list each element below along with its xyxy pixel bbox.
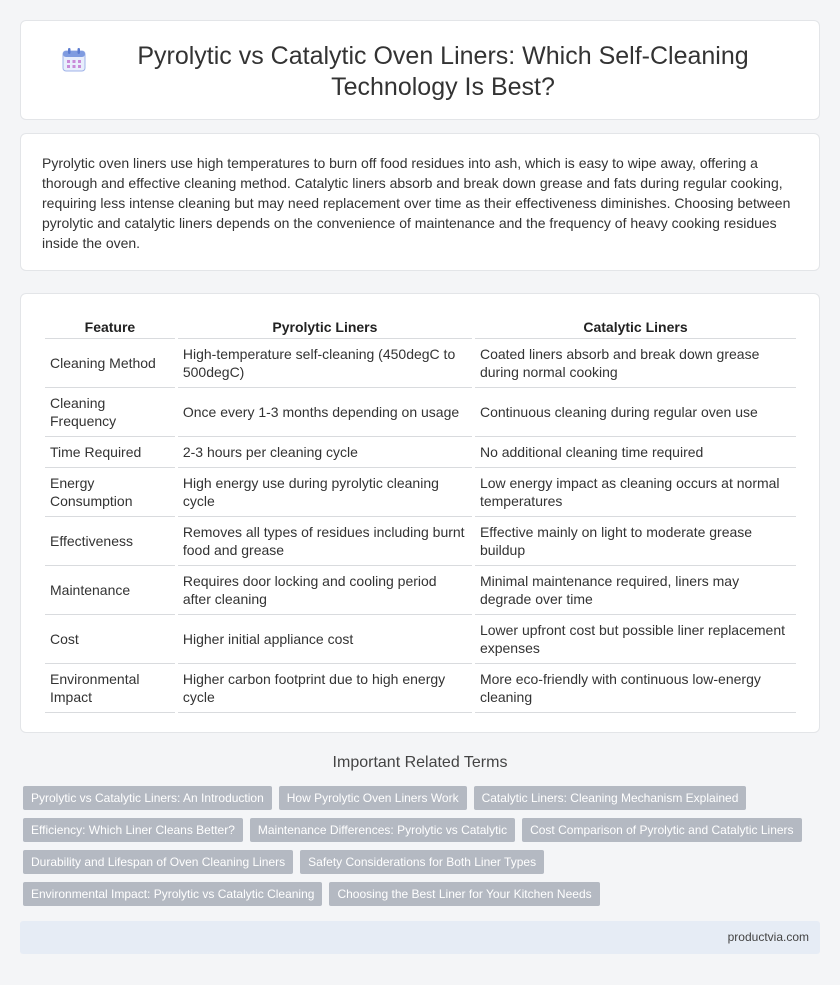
page-title: Pyrolytic vs Catalytic Oven Liners: Which Self-Cleaning Technology Is Best? [137, 42, 749, 101]
table-row [45, 517, 796, 566]
table-row [45, 615, 796, 664]
row-feature: Time Required [45, 437, 175, 468]
row-feature: Cost [45, 615, 175, 664]
related-term-link[interactable]: Cost Comparison of Pyrolytic and Catalytic Liners [522, 818, 801, 842]
comparison-table [42, 316, 799, 713]
comparison-card [20, 293, 820, 733]
related-terms-heading: Important Related Terms [332, 754, 508, 771]
row-pyrolytic: Once every 1-3 months depending on usage [178, 388, 472, 437]
related-term-link[interactable]: Environmental Impact: Pyrolytic vs Catalytic Cleaning [23, 882, 322, 906]
related-term-link[interactable]: Efficiency: Which Liner Cleans Better? [23, 818, 243, 842]
row-catalytic: Continuous cleaning during regular oven use [475, 388, 796, 437]
footer [20, 921, 820, 954]
row-pyrolytic: 2-3 hours per cleaning cycle [178, 437, 472, 468]
row-feature: Energy Consumption [45, 468, 175, 517]
row-catalytic: Minimal maintenance required, liners may degrade over time [475, 566, 796, 615]
related-terms-list [23, 786, 813, 906]
related-term-link[interactable]: Maintenance Differences: Pyrolytic vs Catalytic [250, 818, 515, 842]
table-row [45, 437, 796, 468]
header-pyrolytic: Pyrolytic Liners [178, 316, 472, 339]
intro-paragraph: Pyrolytic oven liners use high temperatures to burn off food residues into ash, which is easy to wipe away, offering a thorough and effective cleaning method. Catalytic liners absorb and break down grease and fats during regular cooking, requiring less intense cleaning but may need replacement over time as their effectiveness diminishes. Choosing between pyrolytic and catalytic liners depends on the convenience of maintenance and the frequency of heavy cooking residues inside the oven. [42, 155, 791, 251]
row-feature: Maintenance [45, 566, 175, 615]
intro-card [20, 133, 820, 271]
row-pyrolytic: High-temperature self-cleaning (450degC to 500degC) [178, 339, 472, 388]
row-pyrolytic: Higher carbon footprint due to high energy cycle [178, 664, 472, 713]
row-feature: Cleaning Method [45, 339, 175, 388]
table-row [45, 566, 796, 615]
row-feature: Cleaning Frequency [45, 388, 175, 437]
row-catalytic: Effective mainly on light to moderate grease buildup [475, 517, 796, 566]
related-term-link[interactable]: Catalytic Liners: Cleaning Mechanism Explained [474, 786, 747, 810]
row-catalytic: Lower upfront cost but possible liner replacement expenses [475, 615, 796, 664]
row-pyrolytic: High energy use during pyrolytic cleaning cycle [178, 468, 472, 517]
row-feature: Effectiveness [45, 517, 175, 566]
row-pyrolytic: Removes all types of residues including burnt food and grease [178, 517, 472, 566]
table-row [45, 664, 796, 713]
row-pyrolytic: Requires door locking and cooling period after cleaning [178, 566, 472, 615]
related-term-link[interactable]: How Pyrolytic Oven Liners Work [279, 786, 467, 810]
related-term-link[interactable]: Choosing the Best Liner for Your Kitchen Needs [329, 882, 599, 906]
row-catalytic: Coated liners absorb and break down grease during normal cooking [475, 339, 796, 388]
header-feature: Feature [45, 316, 175, 339]
row-catalytic: More eco-friendly with continuous low-energy cleaning [475, 664, 796, 713]
table-row [45, 388, 796, 437]
row-feature: Environmental Impact [45, 664, 175, 713]
title-card [20, 20, 820, 120]
row-pyrolytic: Higher initial appliance cost [178, 615, 472, 664]
table-header-row [45, 316, 796, 339]
table-row [45, 468, 796, 517]
site-name: productvia.com [727, 930, 809, 944]
related-term-link[interactable]: Durability and Lifespan of Oven Cleaning Liners [23, 850, 293, 874]
related-term-link[interactable]: Safety Considerations for Both Liner Types [300, 850, 544, 874]
related-term-link[interactable]: Pyrolytic vs Catalytic Liners: An Introduction [23, 786, 272, 810]
row-catalytic: Low energy impact as cleaning occurs at normal temperatures [475, 468, 796, 517]
calendar-icon [61, 47, 87, 73]
table-row [45, 339, 796, 388]
row-catalytic: No additional cleaning time required [475, 437, 796, 468]
header-catalytic: Catalytic Liners [475, 316, 796, 339]
